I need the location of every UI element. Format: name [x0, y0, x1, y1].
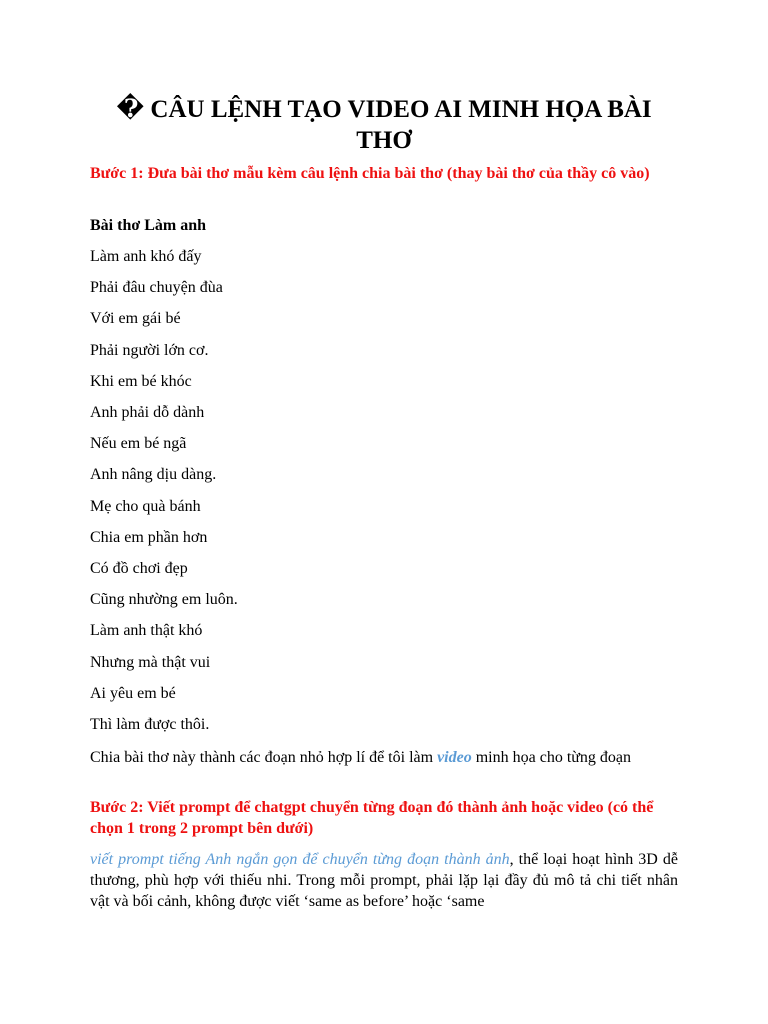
poem-line: Nhưng mà thật vui — [90, 653, 211, 671]
document-title: � CÂU LỆNH TẠO VIDEO AI MINH HỌA BÀI THƠ — [116, 96, 652, 154]
poem-line: Anh phải dỗ dành — [90, 404, 205, 421]
poem-line: Mẹ cho quà bánh — [90, 497, 201, 515]
prompt-text: , thể loại hoạt hình 3D dễ thương, phù hợp với thiếu nhi. Trong mỗi prompt, phải lặp lại đầy đủ mô tả chi tiết nhân vật và bối cảnh, không được viết ‘same as before’ hoặc ‘same — [90, 851, 679, 910]
poem-line: Chia em phần hơn — [90, 528, 208, 546]
prompt-paragraph — [90, 849, 678, 912]
poem-line: Cũng nhường em luôn. — [90, 591, 238, 609]
poem-line: Phải đâu chuyện đùa — [90, 279, 223, 297]
poem-line: Phải người lớn cơ. — [90, 341, 209, 359]
instruction-text-after: minh họa cho từng đoạn — [471, 749, 632, 766]
step-2-heading: Bước 2: Viết prompt để chatgpt chuyển từng đoạn đó thành ảnh hoặc video (có thể chọn 1 trong 2 prompt bên dưới) — [90, 799, 654, 837]
instruction-highlight-video: video — [437, 749, 472, 766]
poem-line: Thì làm được thôi. — [90, 716, 210, 733]
poem-line: Ai yêu em bé — [90, 684, 176, 702]
poem-line: Làm anh khó đấy — [90, 248, 202, 265]
poem-line: Khi em bé khóc — [90, 372, 192, 390]
poem-line: Làm anh thật khó — [90, 622, 203, 640]
instruction-paragraph — [90, 747, 678, 768]
poem-line: Anh nâng dịu dàng. — [90, 466, 217, 484]
poem-line: Với em gái bé — [90, 310, 181, 328]
poem-title: Bài thơ Làm anh — [90, 217, 206, 234]
instruction-text-before: Chia bài thơ này thành các đoạn nhỏ hợp lí để tôi làm — [90, 749, 438, 766]
poem-line: Nếu em bé ngã — [90, 435, 187, 453]
step-1-heading: Bước 1: Đưa bài thơ mẫu kèm câu lệnh chia bài thơ (thay bài thơ của thầy cô vào) — [90, 165, 650, 182]
poem-line: Có đồ chơi đẹp — [90, 560, 188, 577]
prompt-highlight: viết prompt tiếng Anh ngắn gọn để chuyển từng đoạn thành ảnh — [90, 851, 510, 868]
